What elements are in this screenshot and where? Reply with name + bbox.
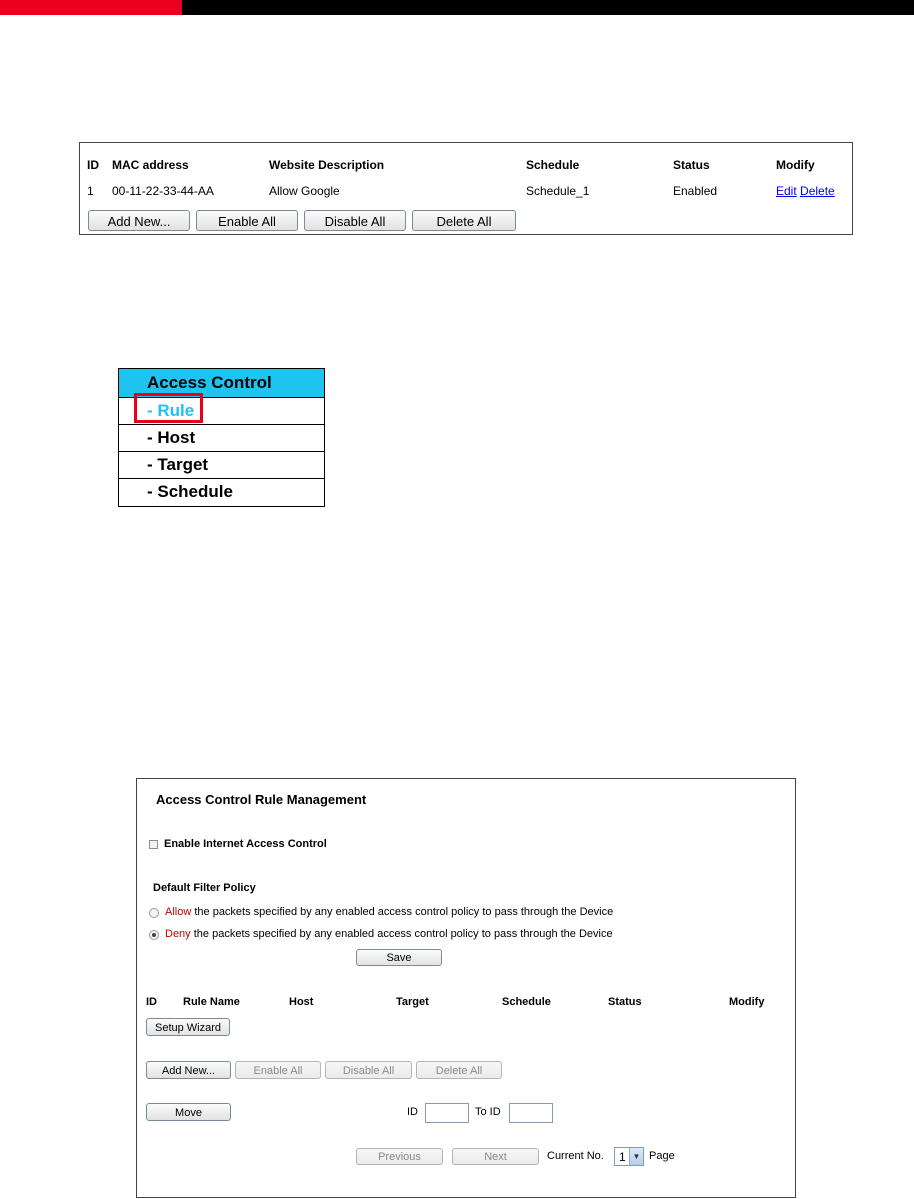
- id-label: ID: [407, 1106, 418, 1118]
- setup-wizard-button[interactable]: Setup Wizard: [146, 1018, 230, 1036]
- rule-management-panel: [136, 778, 796, 1198]
- policy-heading: Default Filter Policy: [153, 882, 256, 894]
- deny-radio[interactable]: [149, 930, 159, 940]
- row-status: Enabled: [673, 184, 718, 198]
- enable-access-control-checkbox[interactable]: [149, 840, 158, 849]
- allow-word: Allow: [165, 906, 192, 918]
- row-schedule: Schedule_1: [526, 184, 590, 198]
- page-label: Page: [649, 1150, 675, 1162]
- allow-policy-text: [165, 906, 613, 918]
- col-modify: Modify: [776, 158, 815, 172]
- top-banner: [0, 0, 914, 15]
- row-id: 1: [87, 184, 94, 198]
- id-input[interactable]: [425, 1103, 469, 1123]
- menu-item-schedule[interactable]: [119, 479, 324, 506]
- menu-item-host-label: - Host: [147, 428, 196, 447]
- top-banner-red-segment: [0, 0, 182, 15]
- enable-access-control-label: Enable Internet Access Control: [164, 838, 327, 850]
- menu-item-rule[interactable]: [119, 398, 324, 425]
- col-status: Status: [608, 996, 642, 1008]
- menu-item-rule-label: - Rule: [147, 401, 195, 420]
- col-host: Host: [289, 996, 314, 1008]
- row-modify: [776, 184, 835, 198]
- disable-all-button[interactable]: Disable All: [304, 210, 406, 231]
- deny-policy-text: [165, 928, 613, 940]
- delete-link[interactable]: Delete: [800, 184, 835, 198]
- to-id-label: To ID: [475, 1106, 501, 1118]
- previous-button[interactable]: Previous: [356, 1148, 443, 1165]
- highlight-box: [134, 393, 203, 423]
- access-control-menu: [118, 368, 325, 507]
- delete-all-button[interactable]: Delete All: [412, 210, 516, 231]
- col-modify: Modify: [729, 996, 765, 1008]
- next-button[interactable]: Next: [452, 1148, 539, 1165]
- to-id-input[interactable]: [509, 1103, 553, 1123]
- row-mac: 00-11-22-33-44-AA: [112, 184, 214, 198]
- deny-word: Deny: [165, 928, 191, 940]
- menu-item-schedule-label: - Schedule: [147, 482, 233, 501]
- page-title: Access Control Rule Management: [156, 792, 367, 807]
- move-button[interactable]: Move: [146, 1103, 231, 1121]
- col-schedule: Schedule: [526, 158, 580, 172]
- col-id: ID: [87, 158, 99, 172]
- rule-list-panel: [79, 142, 853, 235]
- menu-item-target[interactable]: [119, 452, 324, 479]
- col-target: Target: [396, 996, 429, 1008]
- row-description: Allow Google: [269, 184, 340, 198]
- menu-item-target-label: - Target: [147, 455, 209, 474]
- disable-all-button[interactable]: Disable All: [325, 1061, 412, 1079]
- page-select[interactable]: [614, 1147, 644, 1166]
- delete-all-button[interactable]: Delete All: [416, 1061, 502, 1079]
- col-schedule: Schedule: [502, 996, 551, 1008]
- menu-header: Access Control: [119, 369, 324, 398]
- save-button[interactable]: Save: [356, 949, 442, 966]
- enable-all-button[interactable]: Enable All: [235, 1061, 321, 1079]
- col-mac: MAC address: [112, 158, 189, 172]
- chevron-down-icon[interactable]: ▼: [629, 1148, 643, 1165]
- enable-all-button[interactable]: Enable All: [196, 210, 298, 231]
- current-no-label: Current No.: [547, 1150, 604, 1162]
- edit-link[interactable]: Edit: [776, 184, 797, 198]
- col-rule-name: Rule Name: [183, 996, 240, 1008]
- add-new-button[interactable]: Add New...: [88, 210, 190, 231]
- allow-radio[interactable]: [149, 908, 159, 918]
- menu-item-host[interactable]: [119, 425, 324, 452]
- add-new-button[interactable]: Add New...: [146, 1061, 231, 1079]
- col-description: Website Description: [269, 158, 385, 172]
- page-select-value: 1: [619, 1150, 626, 1164]
- col-status: Status: [673, 158, 710, 172]
- allow-policy-desc: the packets specified by any enabled access control policy to pass through the Device: [191, 906, 614, 918]
- col-id: ID: [146, 996, 157, 1008]
- deny-policy-desc: the packets specified by any enabled access control policy to pass through the Device: [190, 928, 613, 940]
